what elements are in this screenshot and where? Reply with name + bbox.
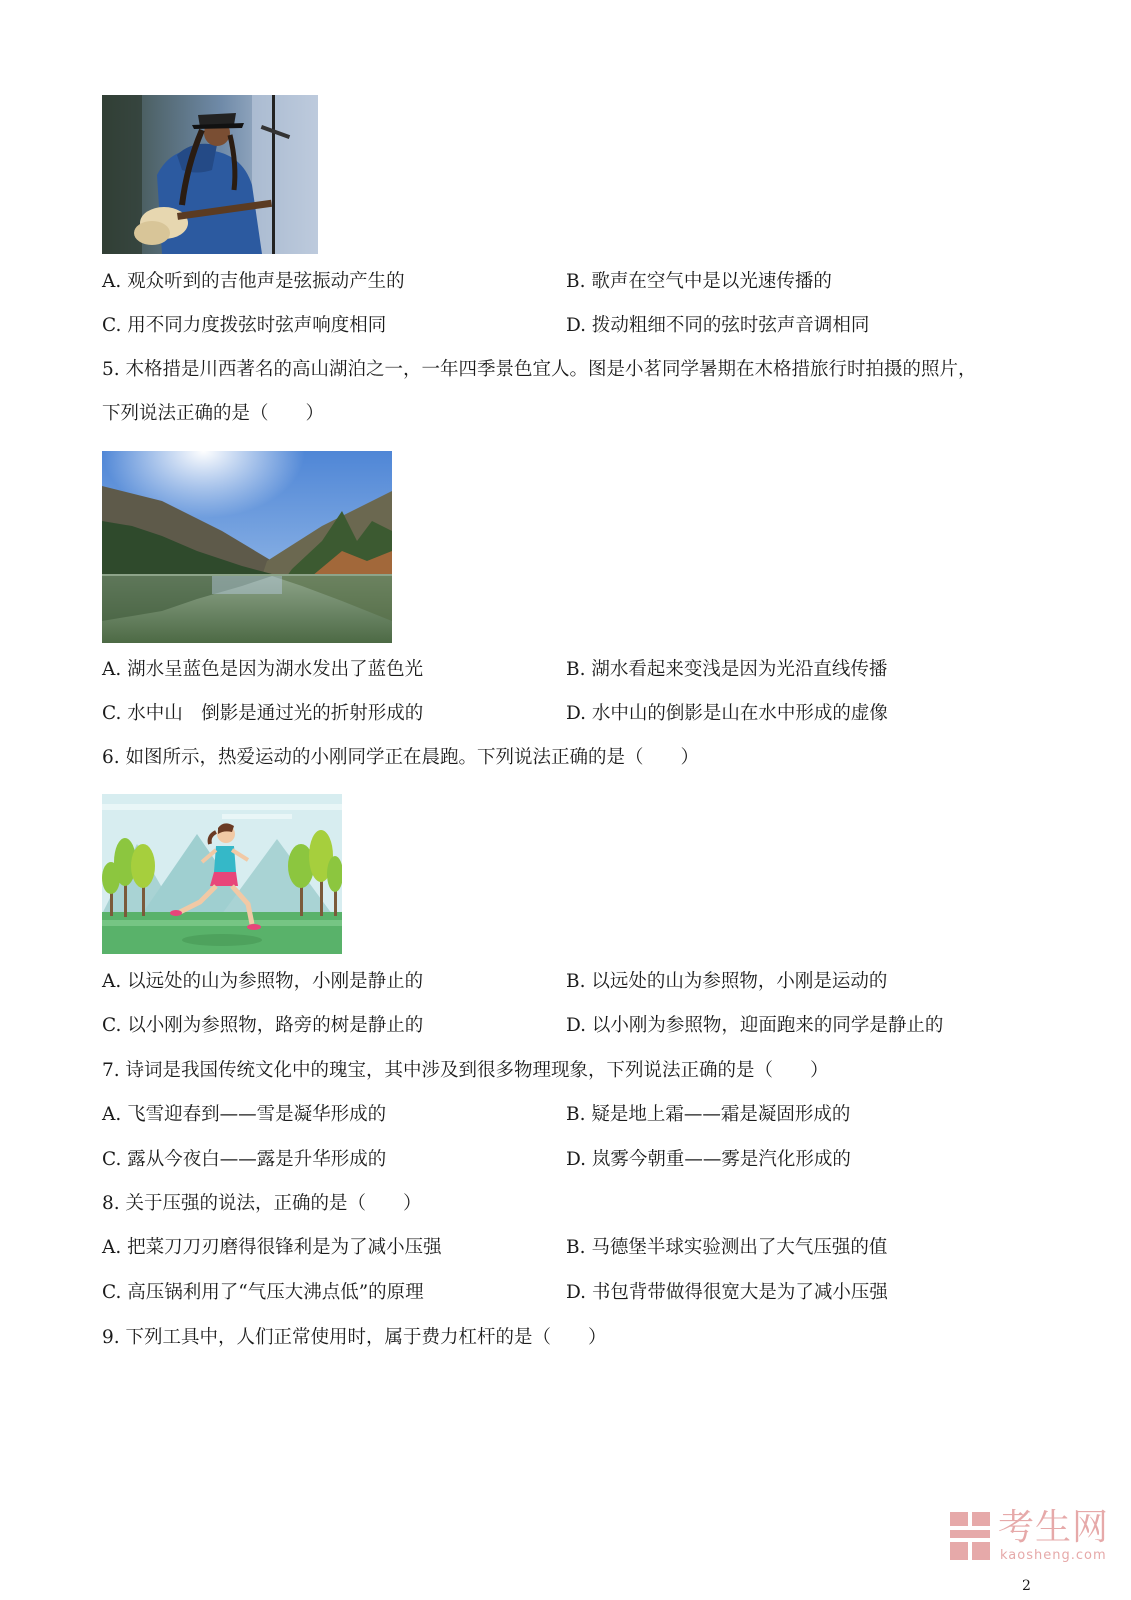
- q8-stem: 8. 关于压强的说法，正确的是（ ）: [102, 1193, 422, 1214]
- q4-option-a: A. 观众听到的吉他声是弦振动产生的: [102, 271, 405, 292]
- q6-option-c: C. 以小刚为参照物，路旁的树是静止的: [102, 1015, 424, 1036]
- runner-illustration: [102, 794, 342, 954]
- q8-option-d: D. 书包背带做得很宽大是为了减小压强: [566, 1282, 888, 1303]
- watermark-logo: [950, 1508, 1115, 1578]
- q8-option-c: C. 高压锅利用了“气压大沸点低”的原理: [102, 1282, 424, 1303]
- q7-option-b: B. 疑是地上霜——霜是凝固形成的: [566, 1104, 851, 1125]
- page-number: 2: [1022, 1578, 1031, 1594]
- q8-option-b: B. 马德堡半球实验测出了大气压强的值: [566, 1237, 888, 1258]
- q5-stem-line-2: 下列说法正确的是（ ）: [102, 403, 325, 424]
- q5-option-b: B. 湖水看起来变浅是因为光沿直线传播: [566, 659, 888, 680]
- q6-option-a: A. 以远处的山为参照物，小刚是静止的: [102, 971, 424, 992]
- q8-option-a: A. 把菜刀刀刃磨得很锋利是为了减小压强: [102, 1237, 442, 1258]
- q5-option-c: C. 水中山 倒影是通过光的折射形成的: [102, 703, 424, 724]
- watermark-url: kaosheng.com: [1000, 1548, 1107, 1563]
- q5-option-a: A. 湖水呈蓝色是因为湖水发出了蓝色光: [102, 659, 424, 680]
- q4-option-c: C. 用不同力度拨弦时弦声响度相同: [102, 315, 387, 336]
- q4-option-b: B. 歌声在空气中是以光速传播的: [566, 271, 832, 292]
- q9-stem: 9. 下列工具中，人们正常使用时，属于费力杠杆的是（ ）: [102, 1327, 607, 1348]
- q7-stem: 7. 诗词是我国传统文化中的瑰宝，其中涉及到很多物理现象，下列说法正确的是（ ）: [102, 1060, 829, 1081]
- watermark-icon: [950, 1512, 992, 1560]
- q6-stem: 6. 如图所示，热爱运动的小刚同学正在晨跑。下列说法正确的是（ ）: [102, 747, 700, 768]
- q5-option-d: D. 水中山的倒影是山在水中形成的虚像: [566, 703, 888, 724]
- q6-option-d: D. 以小刚为参照物，迎面跑来的同学是静止的: [566, 1015, 944, 1036]
- q7-option-c: C. 露从今夜白——露是升华形成的: [102, 1149, 387, 1170]
- guitarist-photo: [102, 95, 318, 254]
- lake-photo: [102, 451, 392, 643]
- watermark-name: 考生网: [998, 1507, 1110, 1548]
- q5-stem-line-1: 5. 木格措是川西著名的高山湖泊之一，一年四季景色宜人。图是小茗同学暑期在木格措旅行时拍摄的照片，: [102, 359, 977, 380]
- q4-option-d: D. 拨动粗细不同的弦时弦声音调相同: [566, 315, 870, 336]
- q6-option-b: B. 以远处的山为参照物，小刚是运动的: [566, 971, 888, 992]
- q7-option-d: D. 岚雾今朝重——雾是汽化形成的: [566, 1149, 851, 1170]
- q7-option-a: A. 飞雪迎春到——雪是凝华形成的: [102, 1104, 387, 1125]
